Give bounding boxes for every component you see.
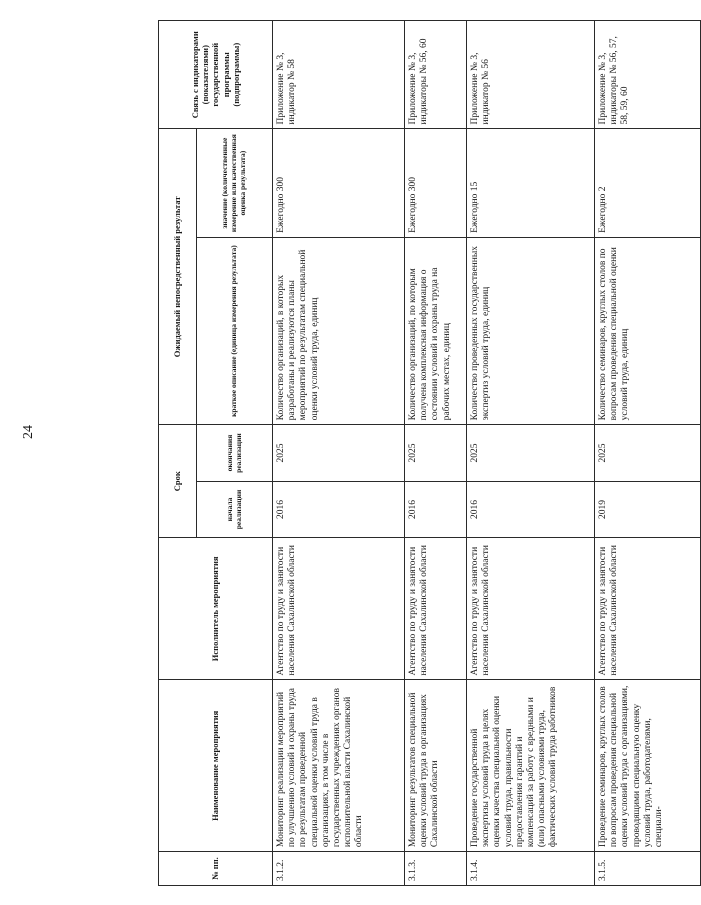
row-link: Приложение № 3, индикатор № 56 xyxy=(467,21,595,129)
header-result-value: значение (количественные измерение или качественная оценка результата) xyxy=(197,129,273,237)
row-executor: Агентство по труду и занятости населения Сахалинской области xyxy=(595,538,701,680)
row-end: 2025 xyxy=(467,425,595,481)
header-name: Наименование мероприятия xyxy=(159,680,273,852)
row-link: Приложение № 3, индикаторы № 56, 57, 58, 59, 60 xyxy=(595,21,701,129)
row-num: 3.1.2. xyxy=(273,852,405,886)
table-row xyxy=(405,21,467,886)
table-row xyxy=(595,21,701,886)
row-link: Приложение № 3, индикаторы № 56, 60 xyxy=(405,21,467,129)
row-executor: Агентство по труду и занятости населения Сахалинской области xyxy=(405,538,467,680)
measures-table-wrapper xyxy=(158,20,700,886)
header-link: Связь с индикаторами (показателями) государственной программы (подпрограммы) xyxy=(159,21,273,129)
header-term: Срок xyxy=(159,425,197,538)
row-value: Ежегодно 300 xyxy=(405,129,467,237)
row-desc: Количество организаций, по которым получена комплексная информация о состоянии условий и охраны труда на рабочих местах, единиц xyxy=(405,237,467,424)
header-num: № пп. xyxy=(159,852,273,886)
row-num: 3.1.5. xyxy=(595,852,701,886)
row-value: Ежегодно 300 xyxy=(273,129,405,237)
row-num: 3.1.3. xyxy=(405,852,467,886)
measures-table xyxy=(158,20,701,886)
header-term-end: окончания реализации xyxy=(197,425,273,481)
row-name: Мониторинг реализации мероприятий по улучшению условий и охраны труда по результатам проведенной специальной оценки условий труда в организациях, в том числе в государственных учреждениях органов исполнительной власти Сахалинской области xyxy=(273,680,405,852)
row-executor: Агентство по труду и занятости населения Сахалинской области xyxy=(273,538,405,680)
header-term-start: начала реализации xyxy=(197,481,273,537)
row-start: 2019 xyxy=(595,481,701,537)
row-end: 2025 xyxy=(405,425,467,481)
row-start: 2016 xyxy=(467,481,595,537)
page-number: 24 xyxy=(21,425,36,439)
header-result: Ожидаемый непосредственный результат xyxy=(159,129,197,425)
row-desc: Количество семинаров, круглых столов по вопросам проведения специальной оценки условий труда, единиц xyxy=(595,237,701,424)
table-row xyxy=(467,21,595,886)
row-name: Проведение государственной экспертизы условий труда в целях оценки качества специальной оценки условий труда, правильности предоставления гарантий и компенсаций за работу с вредными и (или) опасными условиями труда, фактических условий труда работников xyxy=(467,680,595,852)
row-value: Ежегодно 15 xyxy=(467,129,595,237)
row-link: Приложение № 3, индикатор № 58 xyxy=(273,21,405,129)
header-executor: Исполнитель мероприятия xyxy=(159,538,273,680)
row-start: 2016 xyxy=(405,481,467,537)
row-start: 2016 xyxy=(273,481,405,537)
row-desc: Количество проведенных государственных экспертиз условий труда, единиц xyxy=(467,237,595,424)
row-executor: Агентство по труду и занятости населения Сахалинской области xyxy=(467,538,595,680)
row-end: 2025 xyxy=(595,425,701,481)
row-end: 2025 xyxy=(273,425,405,481)
header-result-desc: краткое описание (единица измерения результата) xyxy=(197,237,273,424)
table-row xyxy=(273,21,405,886)
row-desc: Количество организаций, в которых разработаны и реализуются планы мероприятий по результатам специальной оценки условий труда, единиц xyxy=(273,237,405,424)
row-num: 3.1.4. xyxy=(467,852,595,886)
row-name: Проведение семинаров, круглых столов по вопросам проведения специальной оценки условий труда с организациями, проводящими специальную оценку условий труда, работодателями, специали- xyxy=(595,680,701,852)
row-name: Мониторинг результатов специальной оценки условий труда в организациях Сахалинской области xyxy=(405,680,467,852)
row-value: Ежегодно 2 xyxy=(595,129,701,237)
